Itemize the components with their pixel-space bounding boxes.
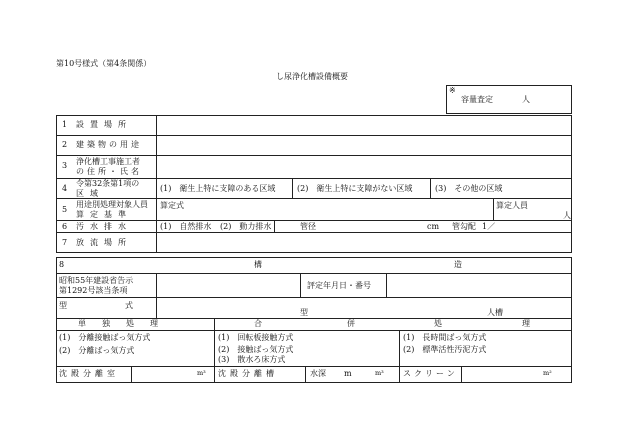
drain-option-2: (2) 動力排水	[220, 222, 272, 231]
count-unit: 人	[563, 211, 571, 220]
row-2-number: 2	[62, 140, 68, 149]
sep-tank-label: 沈殿分離槽	[218, 369, 278, 378]
row-1-label: 設置場所	[76, 120, 132, 129]
pipe-unit: cm	[427, 222, 440, 231]
row-5-number: 5	[62, 205, 68, 214]
sep-tank-unit: m³	[375, 369, 384, 377]
combined-header-4: 理	[522, 319, 530, 328]
single-method-1: (1) 分離接触ばっ気方式	[59, 333, 151, 342]
combined-method-2: (2) 接触ばっ気方式	[218, 345, 294, 354]
row-3-label-1: 浄化槽工事施工者	[76, 157, 140, 166]
screen-label: スクリーン	[403, 369, 458, 378]
single-method-2: (2) 分離ばっ気方式	[59, 346, 135, 355]
row-4-label-2: 区域	[76, 189, 104, 198]
drain-option-1: (1) 自然排水	[160, 222, 212, 231]
structure-number: 8	[59, 260, 65, 269]
row-4-number: 4	[62, 184, 68, 193]
type-label: 型式	[59, 301, 191, 310]
sep-chamber-unit: m³	[197, 369, 206, 377]
row-5-label-2: 算定基準	[76, 210, 132, 219]
row-6-label: 汚水排水	[76, 222, 132, 231]
zone-option-3: (3) その他の区域	[435, 184, 503, 193]
combined-method-5: (2) 標準活性汚泥方式	[403, 345, 487, 354]
rating-label: 評定年月日・番号	[307, 281, 371, 290]
form-title: し尿浄化槽設備概要	[276, 72, 348, 81]
row-5-label-1: 用途別処理対象人員	[76, 200, 148, 209]
row-2-label: 建築物の用途	[76, 140, 142, 149]
notice-line-1: 昭和55年建設省告示	[59, 276, 134, 285]
form-number: 第10号様式（第4条関係）	[56, 59, 152, 68]
count-label: 算定人員	[496, 201, 528, 210]
row-3-label-2: の住所・氏名	[76, 167, 142, 176]
structure-heading-right: 造	[454, 260, 462, 269]
combined-method-1: (1) 回転板接触方式	[218, 333, 294, 342]
formula-label: 算定式	[160, 201, 184, 210]
capacity-label: 容量査定	[461, 95, 493, 104]
combined-header-2: 併	[347, 319, 355, 328]
zone-option-1: (1) 衛生上特に支障のある区域	[160, 184, 276, 193]
single-treatment-header: 単独処理	[78, 319, 174, 328]
combined-header-3: 処	[434, 319, 442, 328]
combined-method-4: (1) 長時間ばっ気方式	[403, 333, 487, 342]
row-6-number: 6	[62, 222, 68, 231]
row-4-label-1: 令第32条第1項の	[76, 179, 140, 188]
zone-option-2: (2) 衛生上特に支障がない区域	[297, 184, 413, 193]
row-1-number: 1	[62, 120, 68, 129]
row-7-label: 放流場所	[76, 238, 132, 247]
row-7-number: 7	[62, 238, 68, 247]
pipe-label: 管径	[300, 222, 316, 231]
row-3-number: 3	[62, 161, 68, 170]
slope-value: 1／	[482, 222, 496, 231]
combined-method-3: (3) 散水ろ床方式	[218, 355, 286, 364]
water-depth-unit: m	[344, 369, 352, 378]
notice-line-2: 第1292号該当条項	[59, 286, 128, 295]
screen-unit: m²	[543, 369, 552, 377]
capacity-unit: 人	[522, 95, 530, 104]
structure-heading-left: 構	[254, 260, 262, 269]
water-depth-label: 水深	[310, 369, 326, 378]
capacity-tank-label: 人槽	[487, 308, 503, 317]
sep-chamber-label: 沈殿分離室	[59, 369, 119, 378]
slope-label: 管勾配	[452, 222, 476, 231]
combined-header-1: 合	[254, 319, 262, 328]
type-mark: 型	[300, 308, 308, 317]
capacity-mark: ※	[449, 86, 456, 95]
